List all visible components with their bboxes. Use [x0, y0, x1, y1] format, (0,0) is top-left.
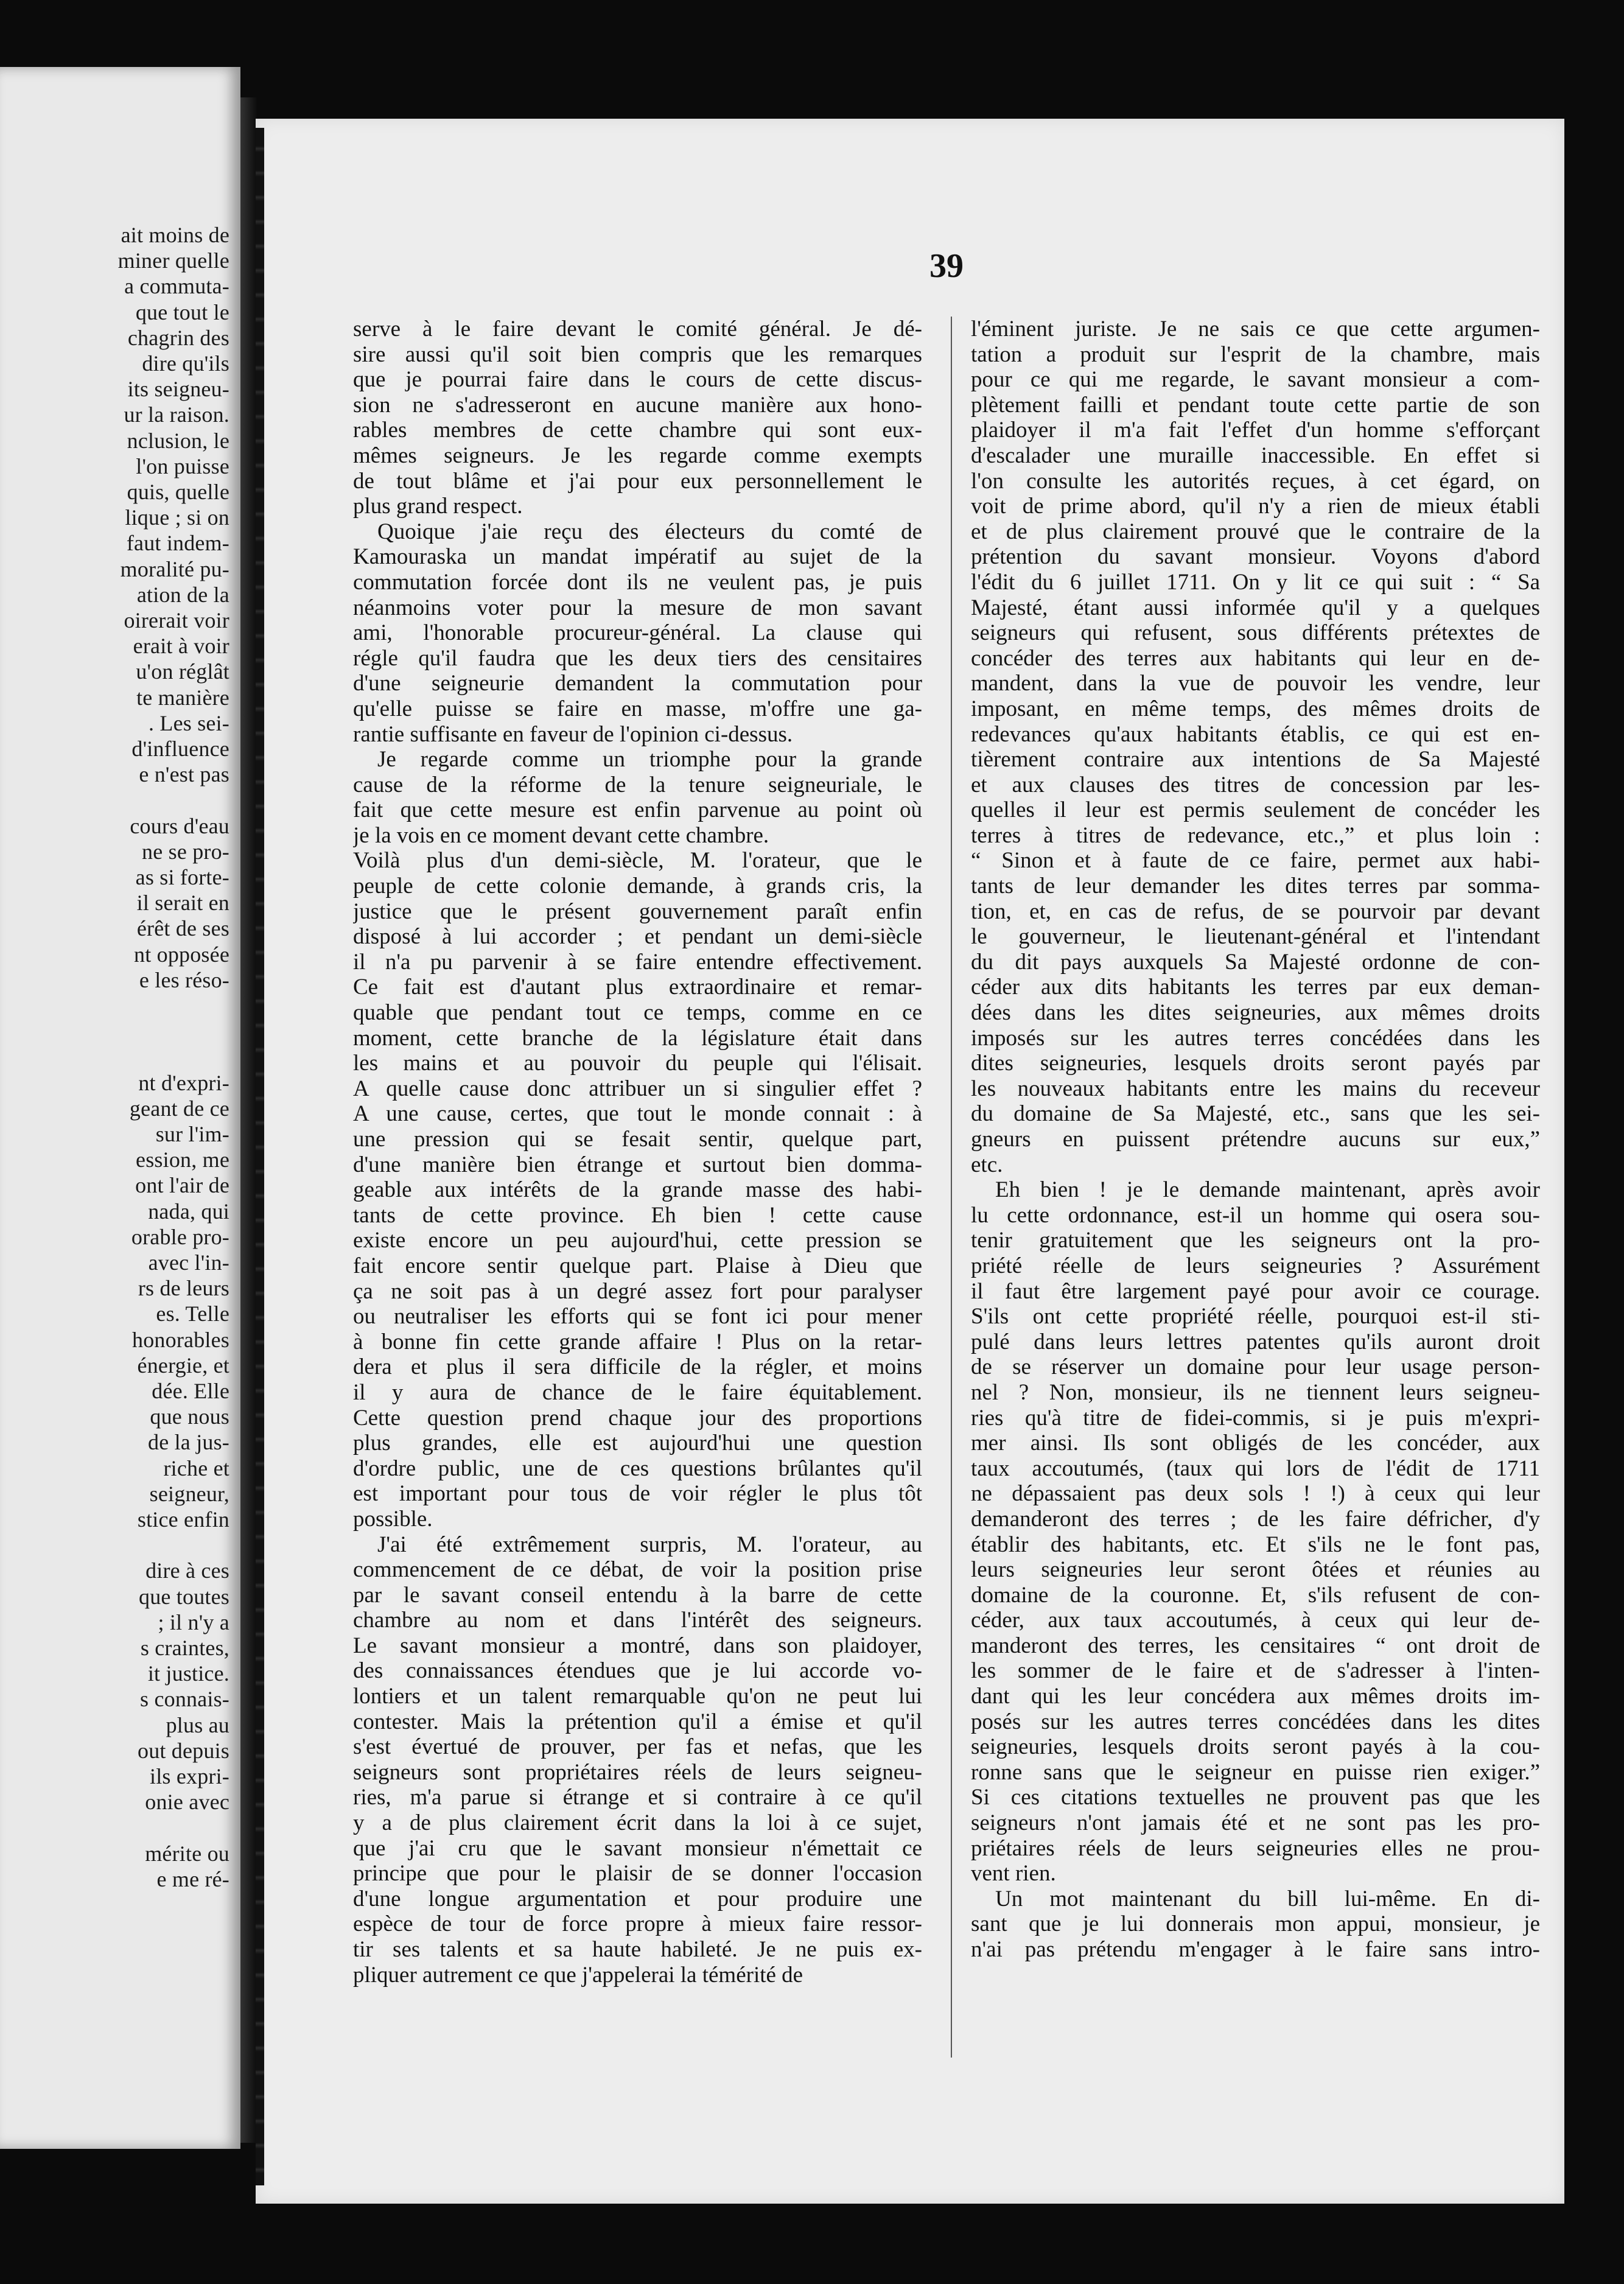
text-line: commutation forcée dont ils ne veulent pas, je puis [353, 569, 922, 595]
text-line: tants de cette province. Eh bien ! cette cause [353, 1202, 922, 1228]
text-line: établir des habitants, etc. Et s'ils ne le font pas, [971, 1532, 1540, 1557]
text-line: terres à titres de redevance, etc.,” et plus loin : [971, 822, 1540, 848]
previous-page-line: erait à voir [133, 634, 229, 659]
text-line: Le savant monsieur a montré, dans son plaidoyer, [353, 1633, 922, 1658]
previous-page-line: nada, qui [148, 1199, 229, 1224]
text-line: Si ces citations textuelles ne prouvent pas que les [971, 1785, 1540, 1810]
text-line: S'ils ont cette propriété réelle, pourquoi est-il sti- [971, 1304, 1540, 1329]
text-line: rables membres de cette chambre qui sont eux- [353, 418, 922, 443]
previous-page-line: . Les sei- [149, 710, 229, 735]
previous-page-line: érêt de ses [136, 916, 229, 941]
binding-edge [256, 128, 264, 2185]
text-line: l'éminent juriste. Je ne sais ce que cette argumen- [971, 317, 1540, 342]
text-line: manderont des terres, les censitaires “ ont droit de [971, 1633, 1540, 1658]
text-line: seigneuries, lesquels droits seront payés à la cou- [971, 1734, 1540, 1760]
previous-page-line: onie avec [145, 1790, 229, 1815]
text-line: Voilà plus d'un demi-siècle, M. l'orateur, que le [353, 848, 922, 874]
text-line: principe que pour le plaisir de se donner l'occasion [353, 1861, 922, 1886]
text-line: nel ? Non, monsieur, ils ne tiennent leurs seigneu- [971, 1379, 1540, 1405]
previous-page-line: plus au [166, 1712, 229, 1737]
previous-page-line: cours d'eau [130, 813, 229, 838]
previous-page-line: ils expri- [150, 1764, 229, 1788]
text-line: céder aux dits habitants les terres par eux deman- [971, 975, 1540, 1000]
text-line: Je regarde comme un triomphe pour la grande [377, 747, 922, 772]
text-line: d'une longue argumentation et pour produire une [353, 1886, 922, 1911]
text-line: tenir gratuitement que les seigneurs ont la pro- [971, 1228, 1540, 1253]
text-line: mandent, dans la vue de pouvoir les vendre, leur [971, 671, 1540, 696]
text-line: des connaissances étendues que je lui accorde vo- [353, 1658, 922, 1684]
previous-page-line: oirerait voir [124, 608, 229, 632]
text-line: rantie suffisante en faveur de l'opinion ci-dessus. [353, 721, 793, 747]
text-line: domaine de la couronne. Et, s'ils refusent de con- [971, 1582, 1540, 1608]
text-line: de tout blâme et j'ai pour eux personnellement le [353, 468, 922, 494]
previous-page-line: u'on réglât [136, 659, 229, 684]
text-line: par le savant conseil entendu à la barre de cette [353, 1582, 922, 1608]
text-line: A une cause, certes, que tout le monde connait : à [353, 1101, 922, 1127]
previous-page-line: orable pro- [131, 1224, 229, 1249]
text-line: sion ne s'adresseront en aucune manière aux hono- [353, 392, 922, 418]
text-line: seigneurs n'ont jamais été et ne sont pas les pro- [971, 1810, 1540, 1836]
text-line: il y aura de chance de le faire équitablement. [353, 1379, 922, 1405]
previous-page-line: mérite ou [145, 1841, 229, 1866]
text-line: fait encore sentir quelque part. Plaise à Dieu que [353, 1253, 922, 1278]
text-line: ami, l'honorable procureur-général. La clause qui [353, 620, 922, 646]
text-line: ries, m'a parue si étrange et si contraire à ce qu'il [353, 1785, 922, 1810]
text-line: contester. Mais la prétention qu'il a émise et qu'il [353, 1709, 922, 1734]
text-line: posés sur les autres terres concédées dans les dites [971, 1709, 1540, 1734]
previous-page-line: sur l'im- [155, 1122, 229, 1146]
text-line: quable que pendant tout ce temps, comme en ce [353, 1000, 922, 1026]
previous-page-line: geant de ce [129, 1096, 229, 1121]
previous-page-line: dée. Elle [152, 1379, 229, 1403]
previous-page-line: d'influence [131, 737, 229, 761]
previous-page-line: miner quelle [117, 248, 229, 273]
previous-page-line: avec l'in- [148, 1250, 229, 1275]
previous-page-line: it justice. [147, 1661, 229, 1686]
previous-page-line: ation de la [136, 582, 229, 607]
previous-page-line: e me ré- [156, 1866, 229, 1891]
previous-page-line: que nous [150, 1404, 229, 1429]
text-line: Eh bien ! je le demande maintenant, après avoir [995, 1177, 1540, 1203]
previous-page-line: de la jus- [148, 1430, 229, 1455]
text-line: imposant, en même temps, des mêmes droits de [971, 696, 1540, 721]
text-line: d'une manière bien étrange et surtout bien domma- [353, 1152, 922, 1177]
text-line: Quoique j'aie reçu des électeurs du comté de [377, 519, 922, 544]
text-line: imposés sur les autres terres concédées dans les [971, 1025, 1540, 1051]
text-line: fait que cette mesure est enfin parvenue au point où [353, 797, 922, 823]
previous-page-line: nclusion, le [127, 428, 229, 453]
text-line: y a de plus clairement écrit dans la loi à ce sujet, [353, 1810, 922, 1836]
text-line: les mains et au pouvoir du peuple qui l'élisait. [353, 1051, 922, 1076]
previous-page-line: dire qu'ils [142, 351, 229, 376]
previous-page-line: nt d'expri- [138, 1070, 229, 1095]
previous-page-line: s craintes, [140, 1636, 229, 1660]
previous-page-line: e les réso- [139, 967, 229, 992]
text-line: dées dans les dites seigneuries, aux mêmes droits [971, 1000, 1540, 1026]
text-line: l'édit du 6 juillet 1711. On y lit ce qui suit : “ Sa [971, 569, 1540, 595]
text-line: demanderont des terres ; de les faire défricher, d'y [971, 1506, 1540, 1532]
text-line: Ce fait est d'autant plus extraordinaire et remar- [353, 975, 922, 1000]
previous-page [0, 67, 240, 2149]
text-line: l'on consulte les autorités reçues, à cet égard, on [971, 468, 1540, 494]
text-line: quelles il leur est permis seulement de concéder les [971, 797, 1540, 823]
previous-page-line: ont l'air de [135, 1173, 229, 1198]
text-line: concéder des terres aux habitants qui leur en de- [971, 645, 1540, 671]
text-line: peuple de cette colonie demande, à grands cris, la [353, 874, 922, 899]
text-line: seigneurs qui refusent, sous différents prétextes de [971, 620, 1540, 646]
previous-page-line: moralité pu- [120, 556, 229, 581]
text-line: etc. [971, 1152, 1003, 1177]
previous-page-line: as si forte- [135, 865, 229, 889]
previous-page-line: its seigneu- [127, 377, 229, 402]
text-line: pliquer autrement ce que j'appelerai la témérité de [353, 1962, 803, 1988]
text-line: tion, et, en cas de refus, de se pourvoir par devant [971, 899, 1540, 924]
text-line: les sommer de le faire et de s'adresser à l'inten- [971, 1658, 1540, 1684]
text-line: justice que le présent gouvernement paraît enfin [353, 899, 922, 924]
text-line: leurs seigneuries leur seront ôtées et réunies au [971, 1557, 1540, 1583]
previous-page-line: out depuis [138, 1738, 229, 1763]
text-line: céder, aux taux accoutumés, à ceux qui leur de- [971, 1608, 1540, 1633]
text-line: s'est évertué de prouver, per fas et nefas, que les [353, 1734, 922, 1760]
previous-page-line: ; il n'y a [158, 1610, 229, 1634]
text-line: d'une seigneurie demandent la commutation pour [353, 671, 922, 696]
text-line: serve à le faire devant le comité général. Je dé- [353, 317, 922, 342]
text-line: du dit pays auxquels Sa Majesté ordonne de con- [971, 949, 1540, 975]
text-line: voit de prime abord, qu'il n'y a rien de mieux établi [971, 494, 1540, 519]
previous-page-line: ession, me [136, 1147, 229, 1172]
previous-page-line: stice enfin [137, 1507, 229, 1532]
text-line: lontiers et un talent remarquable qu'on ne peut lui [353, 1684, 922, 1709]
text-line: le gouverneur, le lieutenant-général et l'intendant [971, 924, 1540, 950]
text-line: et de plus clairement prouvé que le contraire de la [971, 519, 1540, 544]
text-line: les nouveaux habitants entre les mains du receveur [971, 1076, 1540, 1101]
text-line: priété réelle de leurs seigneuries ? Assurément [971, 1253, 1540, 1278]
text-line: ries qu'à titre de fidei-commis, si je puis m'expri- [971, 1405, 1540, 1431]
text-line: prétention du savant monsieur. Voyons d'abord [971, 544, 1540, 570]
text-line: mêmes seigneurs. Je les regarde comme exempts [353, 443, 922, 468]
text-line: que je pourrai faire dans le cours de cette discus- [353, 367, 922, 393]
previous-page-line: faut indem- [126, 531, 229, 556]
text-line: ou neutraliser les efforts qui se font ici pour mener [353, 1304, 922, 1329]
text-line: d'ordre public, une de ces questions brûlantes qu'il [353, 1456, 922, 1481]
previous-page-line: il serait en [136, 891, 229, 916]
text-line: chambre au nom et dans l'intérêt des seigneurs. [353, 1608, 922, 1633]
text-line: Kamouraska un mandat impératif au sujet de la [353, 544, 922, 570]
text-line: seigneurs sont propriétaires réels de leurs seigneu- [353, 1759, 922, 1785]
previous-page-line: riche et [163, 1456, 229, 1480]
text-line: vent rien. [971, 1861, 1056, 1886]
page-number: 39 [929, 247, 964, 285]
previous-page-line: e n'est pas [139, 762, 229, 787]
text-line: “ Sinon et à faute de ce faire, permet aux habi- [971, 848, 1540, 874]
text-line: et aux clauses des titres de concession par les- [971, 772, 1540, 797]
previous-page-line: nt opposée [134, 942, 229, 967]
text-line: moment, cette branche de la législature était dans [353, 1025, 922, 1051]
text-line: n'ai pas prétendu m'engager à le faire sans intro- [971, 1937, 1540, 1962]
text-line: redevances qu'aux habitants établis, ce qui est en- [971, 721, 1540, 747]
text-line: d'escalader une muraille inaccessible. En effet si [971, 443, 1540, 468]
text-line: cause de la réforme de la tenure seigneuriale, le [353, 772, 922, 797]
text-line: gneurs en puissent prétendre aucuns sur eux,” [971, 1127, 1540, 1152]
text-line: taux accoutumés, (taux qui lors de l'édit de 1711 [971, 1456, 1540, 1481]
previous-page-line: dire à ces [145, 1558, 229, 1583]
text-line: disposé à lui accorder ; et pendant un demi-siècle [353, 924, 922, 950]
text-line: existe encore un peu aujourd'hui, cette pression se [353, 1228, 922, 1253]
previous-page-line: que tout le [135, 300, 229, 324]
text-line: pour ce qui me regarde, le savant monsieur a com- [971, 367, 1540, 393]
previous-page-line: seigneur, [149, 1481, 229, 1506]
text-line: espèce de tour de force propre à mieux faire ressor- [353, 1911, 922, 1937]
text-line: tièrement contraire aux intentions de Sa Majesté [971, 747, 1540, 772]
text-line: sire aussi qu'il soit bien compris que les remarques [353, 342, 922, 367]
text-line: est important pour tous de voir régler le plus tôt [353, 1481, 922, 1507]
text-line: de se réserver un domaine pour leur usage person- [971, 1354, 1540, 1380]
text-line: priétaires réels de leurs seigneuries elles ne prou- [971, 1835, 1540, 1861]
text-line: régle qu'il faudra que les deux tiers des censitaires [353, 645, 922, 671]
text-line: lu cette ordonnance, est-il un homme qui osera sou- [971, 1202, 1540, 1228]
previous-page-line: quis, quelle [127, 480, 229, 504]
text-line: Un mot maintenant du bill lui-même. En di- [995, 1886, 1540, 1911]
text-line: du domaine de Sa Majesté, etc., sans que les sei- [971, 1101, 1540, 1127]
text-line: qu'elle puisse se faire en masse, m'offre une ga- [353, 696, 922, 721]
right-column [971, 317, 1540, 1963]
text-line: tir ses talents et sa haute habileté. Je ne puis ex- [353, 1937, 922, 1962]
column-divider [951, 317, 952, 2058]
text-line: plètement failli et pendant toute cette partie de son [971, 392, 1540, 418]
text-line: Majesté, étant aussi informée qu'il y a quelques [971, 595, 1540, 620]
text-line: commencement de ce débat, de voir la position prise [353, 1557, 922, 1583]
text-line: il n'a pu parvenir à se faire entendre effectivement. [353, 949, 922, 975]
text-line: sant que je lui donnerais mon appui, monsieur, je [971, 1911, 1540, 1937]
previous-page-line: s connais- [140, 1687, 229, 1712]
text-line: J'ai été extrêmement surpris, M. l'orateur, au [377, 1532, 922, 1557]
text-line: dites seigneuries, lesquels droits seront payés par [971, 1051, 1540, 1076]
text-line: il faut être largement payé pour avoir ce courage. [971, 1278, 1540, 1304]
text-line: néanmoins voter pour la mesure de mon savant [353, 595, 922, 620]
previous-page-line: es. Telle [156, 1301, 229, 1326]
previous-page-line: lique ; si on [125, 505, 229, 530]
previous-page-line: énergie, et [137, 1353, 229, 1378]
text-line: plus grandes, elle est aujourd'hui une question [353, 1431, 922, 1456]
text-line: geable aux intérêts de la grande masse des habi- [353, 1177, 922, 1203]
text-line: Cette question prend chaque jour des proportions [353, 1405, 922, 1431]
previous-page-line: ne se pro- [142, 839, 229, 864]
previous-page-line: ait moins de [121, 223, 229, 247]
text-line: ça ne soit pas à un degré assez fort pour paralyser [353, 1278, 922, 1304]
text-line: à bonne fin cette grande affaire ! Plus on la retar- [353, 1329, 922, 1354]
text-line: possible. [353, 1506, 433, 1532]
previous-page-line: l'on puisse [136, 454, 229, 478]
text-line: ronne sans que le seigneur en puisse rien exiger.” [971, 1759, 1540, 1785]
text-line: ne dépassaient pas deux sols ! !) à ceux qui leur [971, 1481, 1540, 1507]
previous-page-line: honorables [132, 1327, 229, 1352]
text-line: pulé dans leurs lettres patentes qu'ils auront droit [971, 1329, 1540, 1354]
text-line: mer ainsi. Ils sont obligés de les concéder, aux [971, 1431, 1540, 1456]
previous-page-line: ur la raison. [124, 402, 229, 427]
text-line: plus grand respect. [353, 494, 523, 519]
text-line: que j'ai cru que le savant monsieur n'émettait ce [353, 1835, 922, 1861]
previous-page-line: que toutes [139, 1584, 229, 1609]
text-line: une pression qui se fesait sentir, quelque part, [353, 1127, 922, 1152]
previous-page-line: chagrin des [127, 325, 229, 350]
text-line: plaidoyer il m'a fait l'effet d'un homme s'efforçant [971, 418, 1540, 443]
text-line: je la vois en ce moment devant cette chambre. [353, 822, 769, 848]
left-column [353, 317, 922, 1988]
text-line: tants de leur demander les dites terres par somma- [971, 874, 1540, 899]
text-line: dera et plus il sera difficile de la régler, et moins [353, 1354, 922, 1380]
previous-page-line: te manière [136, 685, 229, 710]
text-line: tation a produit sur l'esprit de la chambre, mais [971, 342, 1540, 367]
previous-page-line: rs de leurs [138, 1276, 229, 1301]
previous-page-line: a commuta- [124, 274, 229, 299]
text-line: A quelle cause donc attribuer un si singulier effet ? [353, 1076, 922, 1101]
page-gutter [240, 97, 257, 2143]
text-line: dant qui les leur concédera aux mêmes droits im- [971, 1684, 1540, 1709]
